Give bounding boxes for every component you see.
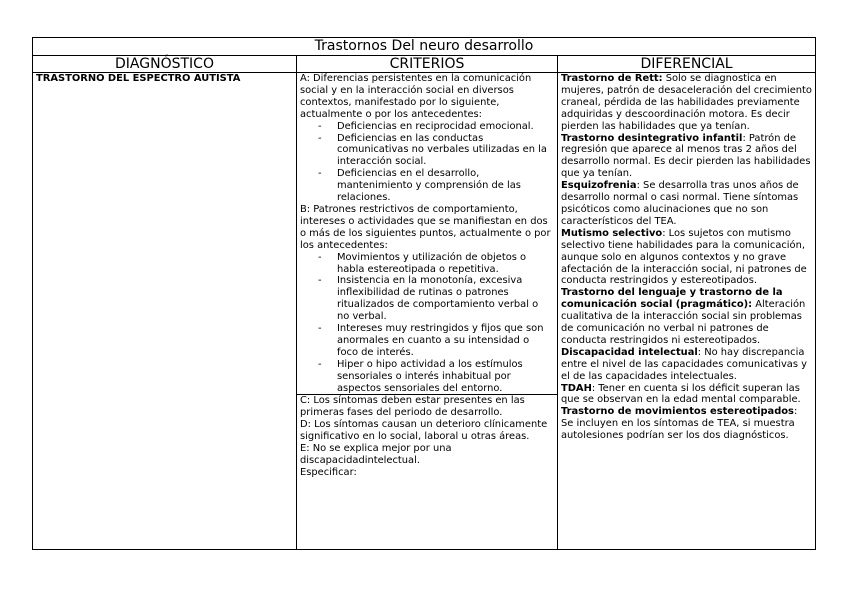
differential-item — [561, 228, 812, 288]
differential-text: Solo se diagnostica en mujeres, patrón de desaceleración del crecimiento craneal, pérdida de las habilidades previamente adquiridas y descoordinación motora. Es decir pierden las habilidades que ya tenían. — [561, 73, 812, 132]
list-item: - Movimientos y utilización de objetos o habla estereotipada o repetitiva. — [300, 252, 554, 276]
differential-term: TDAH — [561, 382, 592, 394]
header-diferencial: DIFERENCIAL — [558, 56, 816, 73]
criterion-b: B: Patrones restrictivos de comportamiento, intereses o actividades que se manifiestan en dos o más de los siguientes puntos, actualmente o por los antecedentes: — [300, 203, 551, 251]
disorders-table — [32, 37, 816, 550]
list-item: - Hiper o hipo actividad a los estímulos sensoriales o interés inhabitual por aspectos sensoriales del entorno. — [300, 359, 554, 395]
list-item: - Intereses muy restringidos y fijos que son anormales en cuanto a su intensidad o foco de interés. — [300, 323, 554, 359]
criterion-e: E: No se explica mejor por una discapacidadintelectual. — [300, 443, 452, 466]
list-item: - Insistencia en la monotonía, excesiva inflexibilidad de rutinas o patrones ritualizados de comportamiento verbal o no verbal. — [300, 275, 554, 323]
differential-term: Mutismo selectivo — [561, 227, 663, 239]
header-diagnostico: DIAGNÓSTICO — [33, 56, 297, 73]
diagnosis-name: TRASTORNO DEL ESPECTRO AUTISTA — [36, 73, 241, 84]
table-title: Trastornos Del neuro desarrollo — [33, 38, 816, 56]
differential-item — [561, 287, 812, 347]
differential-text: : No hay discrepancia entre el nivel de las capacidades comunicativas y el de las capacidades intelectuales. — [561, 346, 807, 382]
differential-term: Trastorno de Rett: — [561, 73, 663, 84]
criterion-especificar: Especificar: — [300, 466, 357, 478]
differential-item — [561, 383, 812, 407]
differential-item — [561, 406, 812, 442]
differential-term: Discapacidad intelectual — [561, 346, 698, 358]
differential-item — [561, 347, 812, 383]
differential-item — [561, 73, 812, 133]
differential-cell — [558, 73, 816, 550]
criterion-d: D: Los síntomas causan un deterioro clínicamente significativo en lo social, laboral u otras áreas. — [300, 419, 548, 443]
criterion-a-list — [300, 121, 554, 204]
differential-term: Esquizofrenia — [561, 180, 637, 192]
list-item: - Deficiencias en las conductas comunicativas no verbales utilizadas en la interacción social. — [300, 133, 554, 169]
list-item: - Deficiencias en reciprocidad emocional. — [300, 121, 554, 133]
criterion-a: A: Diferencias persistentes en la comunicación social y en la interacción social en diversos contextos, manifestado por lo siguiente, actualmente o por los antecedentes: — [300, 73, 532, 120]
differential-text: : Se desarrolla tras unos años de desarrollo normal o casi normal. Tiene síntomas psicóticos como alucinaciones que no son característicos del TEA. — [561, 180, 799, 227]
differential-text: : Tener en cuenta si los déficit superan las que se observan en la edad mental comparable. — [561, 382, 801, 406]
differential-text: : Se incluyen en los síntomas de TEA, si muestra autolesiones podrían ser los dos diagnósticos. — [561, 406, 798, 442]
list-item: - Deficiencias en el desarrollo, mantenimiento y comprensión de las relaciones. — [300, 168, 554, 204]
criteria-cell — [297, 73, 558, 550]
differential-item — [561, 180, 812, 228]
differential-term: Trastorno del lenguaje y trastorno de la comunicación social (pragmático): — [561, 287, 783, 311]
differential-item — [561, 133, 812, 181]
differential-text: Alteración cualitativa de la interacción social sin problemas de comunicación no verbal ni patrones de conducta restringidos ni estereotipados. — [561, 299, 806, 346]
differential-term: Trastorno desintegrativo infantil — [561, 132, 743, 144]
criterion-c: C: Los síntomas deben estar presentes en las primeras fases del periodo de desarrollo. — [297, 394, 557, 419]
differential-text: : Patrón de regresión que aparece al menos tras 2 años del desarrollo normal. Es decir pierden las habilidades que ya tenían. — [561, 132, 811, 180]
differential-term: Trastorno de movimientos estereotipados — [561, 406, 794, 418]
document-page — [32, 37, 815, 553]
criterion-b-list — [300, 252, 554, 395]
differential-text: : Los sujetos con mutismo selectivo tiene habilidades para la comunicación, aunque solo en algunos contextos y no grave afectación de la interacción social, ni patrones de conducta restringidos y estereotipados. — [561, 227, 807, 287]
diagnosis-cell — [33, 73, 297, 550]
header-criterios: CRITERIOS — [297, 56, 558, 73]
